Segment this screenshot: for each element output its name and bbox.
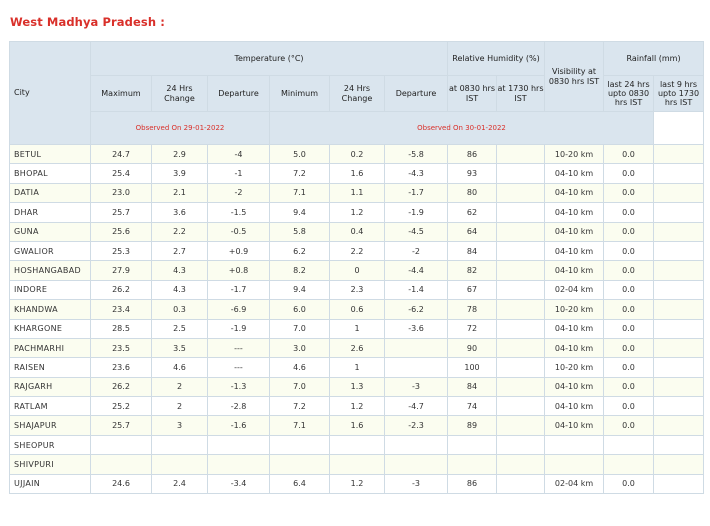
max-temp-cell: 25.7: [91, 416, 152, 435]
max-departure-cell: -1: [208, 164, 270, 183]
city-cell: SHIVPURI: [10, 455, 91, 474]
max-temp-cell: 25.7: [91, 203, 152, 222]
min-temp-cell: 7.1: [270, 183, 330, 202]
max-change-cell: 2.2: [152, 222, 208, 241]
min-departure-cell: -6.2: [385, 300, 448, 319]
rain-9hr-cell: [654, 338, 704, 357]
rh-1730-cell: [497, 145, 545, 164]
min-temp-cell: [270, 455, 330, 474]
city-cell: BETUL: [10, 145, 91, 164]
visibility-cell: [545, 435, 604, 454]
max-change-cell: 2: [152, 397, 208, 416]
min-temp-cell: 5.0: [270, 145, 330, 164]
city-cell: KHARGONE: [10, 319, 91, 338]
max-departure-cell: +0.8: [208, 261, 270, 280]
max-change-cell: [152, 455, 208, 474]
rain-9hr-cell: [654, 455, 704, 474]
max-departure-cell: -1.5: [208, 203, 270, 222]
rain-24hr-cell: 0.0: [604, 203, 654, 222]
rain-9hr-cell: [654, 261, 704, 280]
min-change-cell: 2.2: [330, 241, 385, 260]
table-row: [10, 145, 704, 164]
rain-9hr-cell: [654, 203, 704, 222]
rh-0830-cell: 90: [448, 338, 497, 357]
table-row: [10, 377, 704, 396]
min-change-cell: 1.2: [330, 474, 385, 493]
weather-table: [9, 41, 704, 494]
max-departure-cell: +0.9: [208, 241, 270, 260]
rain-9hr-header: last 9 hrs upto 1730 hrs IST: [654, 76, 704, 112]
min-change-cell: 1.2: [330, 203, 385, 222]
city-cell: RATLAM: [10, 397, 91, 416]
visibility-cell: [545, 455, 604, 474]
city-cell: RAJGARH: [10, 377, 91, 396]
visibility-cell: 04-10 km: [545, 397, 604, 416]
rh-1730-cell: [497, 377, 545, 396]
table-row: [10, 300, 704, 319]
max-temp-cell: 23.0: [91, 183, 152, 202]
rh-0830-cell: 84: [448, 241, 497, 260]
rain-9hr-cell: [654, 222, 704, 241]
rain-9hr-cell: [654, 145, 704, 164]
min-temp-cell: 6.0: [270, 300, 330, 319]
min-departure-cell: -3: [385, 474, 448, 493]
rain-9hr-cell: [654, 319, 704, 338]
min-departure-cell: -4.5: [385, 222, 448, 241]
rain-24hr-cell: 0.0: [604, 164, 654, 183]
min-departure-cell: [385, 435, 448, 454]
rh-1730-cell: [497, 338, 545, 357]
rain-24hr-cell: 0.0: [604, 474, 654, 493]
max-departure-cell: -1.7: [208, 280, 270, 299]
max-departure-header: Departure: [208, 76, 270, 112]
min-change-cell: 0.6: [330, 300, 385, 319]
rh-1730-cell: [497, 261, 545, 280]
rain-24hr-cell: 0.0: [604, 397, 654, 416]
rain-24hr-cell: 0.0: [604, 338, 654, 357]
rh-0830-cell: 89: [448, 416, 497, 435]
visibility-cell: 04-10 km: [545, 261, 604, 280]
min-departure-cell: -4.7: [385, 397, 448, 416]
rh-1730-cell: [497, 241, 545, 260]
rh-0830-cell: 64: [448, 222, 497, 241]
min-temp-cell: 7.1: [270, 416, 330, 435]
rh-1730-cell: [497, 358, 545, 377]
rain-9hr-cell: [654, 358, 704, 377]
rh-1730-cell: [497, 397, 545, 416]
max-change-cell: 4.6: [152, 358, 208, 377]
city-cell: KHANDWA: [10, 300, 91, 319]
max-temp-cell: 26.2: [91, 377, 152, 396]
observed-date-max: Observed On 29-01-2022: [91, 112, 270, 145]
table-row: [10, 241, 704, 260]
visibility-cell: 10-20 km: [545, 358, 604, 377]
min-change-cell: 0.4: [330, 222, 385, 241]
min-change-cell: 1.1: [330, 183, 385, 202]
table-row: [10, 455, 704, 474]
min-temp-cell: [270, 435, 330, 454]
min-change-cell: 1: [330, 358, 385, 377]
min-change-cell: 0: [330, 261, 385, 280]
min-temp-cell: 7.0: [270, 377, 330, 396]
max-temp-cell: 24.7: [91, 145, 152, 164]
max-temp-cell: [91, 455, 152, 474]
city-cell: UJJAIN: [10, 474, 91, 493]
rh-0830-header: at 0830 hrs IST: [448, 76, 497, 112]
max-change-cell: 2: [152, 377, 208, 396]
rainfall-header: Rainfall (mm): [604, 42, 704, 76]
visibility-header: Visibility at 0830 hrs IST: [545, 42, 604, 112]
table-row: [10, 435, 704, 454]
min-temp-cell: 7.2: [270, 397, 330, 416]
rh-0830-cell: [448, 435, 497, 454]
min-departure-cell: -1.9: [385, 203, 448, 222]
min-temp-cell: 9.4: [270, 203, 330, 222]
visibility-cell: 04-10 km: [545, 319, 604, 338]
rh-0830-cell: 86: [448, 474, 497, 493]
visibility-cell: 02-04 km: [545, 474, 604, 493]
city-cell: DATIA: [10, 183, 91, 202]
max-change-cell: 3.9: [152, 164, 208, 183]
rh-0830-cell: 67: [448, 280, 497, 299]
max-departure-cell: -4: [208, 145, 270, 164]
rain-24hr-cell: 0.0: [604, 300, 654, 319]
city-cell: SHAJAPUR: [10, 416, 91, 435]
min-departure-cell: -3.6: [385, 319, 448, 338]
city-cell: RAISEN: [10, 358, 91, 377]
rh-1730-cell: [497, 319, 545, 338]
max-change-cell: 4.3: [152, 261, 208, 280]
min-change-cell: 1.3: [330, 377, 385, 396]
table-body: [10, 145, 704, 494]
max-departure-cell: -1.6: [208, 416, 270, 435]
rh-0830-cell: [448, 455, 497, 474]
table-row: [10, 416, 704, 435]
visibility-cell: 04-10 km: [545, 183, 604, 202]
max-temp-cell: 27.9: [91, 261, 152, 280]
rh-1730-cell: [497, 474, 545, 493]
max-temp-cell: 25.3: [91, 241, 152, 260]
rh-0830-cell: 62: [448, 203, 497, 222]
rain-9hr-cell: [654, 280, 704, 299]
visibility-cell: 02-04 km: [545, 280, 604, 299]
min-change-cell: 1.6: [330, 416, 385, 435]
rh-1730-cell: [497, 300, 545, 319]
rain-9hr-cell: [654, 397, 704, 416]
humidity-header: Relative Humidity (%): [448, 42, 545, 76]
min-departure-cell: -1.4: [385, 280, 448, 299]
rain-9hr-cell: [654, 416, 704, 435]
city-cell: INDORE: [10, 280, 91, 299]
rain-24hr-cell: 0.0: [604, 377, 654, 396]
rh-1730-cell: [497, 183, 545, 202]
min-departure-cell: -2: [385, 241, 448, 260]
table-row: [10, 203, 704, 222]
min-temp-cell: 7.0: [270, 319, 330, 338]
table-row: [10, 164, 704, 183]
table-row: [10, 261, 704, 280]
min-change-cell: 1.2: [330, 397, 385, 416]
table-row: [10, 338, 704, 357]
city-cell: PACHMARHI: [10, 338, 91, 357]
table-row: [10, 474, 704, 493]
max-temp-cell: 28.5: [91, 319, 152, 338]
min-departure-cell: -3: [385, 377, 448, 396]
min-temp-cell: 8.2: [270, 261, 330, 280]
rain-24hr-cell: 0.0: [604, 145, 654, 164]
minimum-header: Minimum: [270, 76, 330, 112]
max-departure-cell: ---: [208, 358, 270, 377]
visibility-cell: 04-10 km: [545, 416, 604, 435]
rain-24hr-cell: 0.0: [604, 416, 654, 435]
rain-9hr-cell: [654, 435, 704, 454]
min-change-header: 24 Hrs Change: [330, 76, 385, 112]
max-departure-cell: -3.4: [208, 474, 270, 493]
max-departure-cell: -1.3: [208, 377, 270, 396]
max-temp-cell: 23.5: [91, 338, 152, 357]
rain-24hr-cell: 0.0: [604, 241, 654, 260]
table-row: [10, 319, 704, 338]
min-change-cell: 1: [330, 319, 385, 338]
rh-0830-cell: 84: [448, 377, 497, 396]
blank-header-cell: [654, 112, 704, 145]
max-change-cell: 2.9: [152, 145, 208, 164]
max-change-cell: 2.7: [152, 241, 208, 260]
max-change-cell: 3: [152, 416, 208, 435]
min-departure-cell: [385, 455, 448, 474]
min-departure-cell: -5.8: [385, 145, 448, 164]
rain-24hr-cell: 0.0: [604, 222, 654, 241]
city-cell: HOSHANGABAD: [10, 261, 91, 280]
max-change-cell: 2.1: [152, 183, 208, 202]
max-departure-cell: -2: [208, 183, 270, 202]
city-header: City: [10, 42, 91, 145]
max-departure-cell: -2.8: [208, 397, 270, 416]
rh-1730-cell: [497, 222, 545, 241]
min-temp-cell: 6.2: [270, 241, 330, 260]
max-change-cell: 3.6: [152, 203, 208, 222]
rain-9hr-cell: [654, 241, 704, 260]
min-temp-cell: 6.4: [270, 474, 330, 493]
min-temp-cell: 4.6: [270, 358, 330, 377]
observed-date-min: Observed On 30-01-2022: [270, 112, 654, 145]
min-change-cell: 1.6: [330, 164, 385, 183]
min-temp-cell: 3.0: [270, 338, 330, 357]
visibility-cell: 10-20 km: [545, 145, 604, 164]
min-departure-cell: -4.3: [385, 164, 448, 183]
min-departure-cell: -2.3: [385, 416, 448, 435]
rain-24hr-header: last 24 hrs upto 0830 hrs IST: [604, 76, 654, 112]
rh-0830-cell: 82: [448, 261, 497, 280]
rain-24hr-cell: 0.0: [604, 261, 654, 280]
table-row: [10, 280, 704, 299]
max-temp-cell: 23.4: [91, 300, 152, 319]
visibility-cell: 04-10 km: [545, 377, 604, 396]
rh-0830-cell: 72: [448, 319, 497, 338]
city-cell: BHOPAL: [10, 164, 91, 183]
max-temp-cell: 24.6: [91, 474, 152, 493]
max-change-cell: [152, 435, 208, 454]
table-row: [10, 222, 704, 241]
min-temp-cell: 9.4: [270, 280, 330, 299]
table-row: [10, 397, 704, 416]
visibility-cell: 04-10 km: [545, 222, 604, 241]
max-temp-cell: 25.4: [91, 164, 152, 183]
visibility-cell: 04-10 km: [545, 241, 604, 260]
rain-24hr-cell: 0.0: [604, 280, 654, 299]
rh-1730-cell: [497, 435, 545, 454]
rain-24hr-cell: 0.0: [604, 358, 654, 377]
min-departure-cell: -4.4: [385, 261, 448, 280]
temperature-header: Temperature (°C): [91, 42, 448, 76]
rh-1730-header: at 1730 hrs IST: [497, 76, 545, 112]
city-cell: DHAR: [10, 203, 91, 222]
table-row: [10, 358, 704, 377]
min-departure-cell: -1.7: [385, 183, 448, 202]
max-change-cell: 2.4: [152, 474, 208, 493]
rh-1730-cell: [497, 455, 545, 474]
visibility-cell: 04-10 km: [545, 338, 604, 357]
rh-0830-cell: 86: [448, 145, 497, 164]
max-departure-cell: [208, 455, 270, 474]
rain-24hr-cell: 0.0: [604, 183, 654, 202]
max-temp-cell: 25.2: [91, 397, 152, 416]
rh-1730-cell: [497, 280, 545, 299]
min-departure-cell: [385, 338, 448, 357]
rh-0830-cell: 100: [448, 358, 497, 377]
rh-0830-cell: 93: [448, 164, 497, 183]
max-change-header: 24 Hrs Change: [152, 76, 208, 112]
max-change-cell: 0.3: [152, 300, 208, 319]
max-departure-cell: ---: [208, 338, 270, 357]
maximum-header: Maximum: [91, 76, 152, 112]
city-cell: GWALIOR: [10, 241, 91, 260]
rain-24hr-cell: 0.0: [604, 319, 654, 338]
rh-0830-cell: 80: [448, 183, 497, 202]
rain-9hr-cell: [654, 183, 704, 202]
visibility-cell: 04-10 km: [545, 164, 604, 183]
rh-1730-cell: [497, 416, 545, 435]
min-temp-cell: 7.2: [270, 164, 330, 183]
max-change-cell: 4.3: [152, 280, 208, 299]
city-cell: GUNA: [10, 222, 91, 241]
rain-9hr-cell: [654, 377, 704, 396]
city-cell: SHEOPUR: [10, 435, 91, 454]
table-row: [10, 183, 704, 202]
visibility-cell: 10-20 km: [545, 300, 604, 319]
rain-9hr-cell: [654, 300, 704, 319]
visibility-cell: 04-10 km: [545, 203, 604, 222]
min-change-cell: [330, 455, 385, 474]
max-change-cell: 2.5: [152, 319, 208, 338]
rh-1730-cell: [497, 164, 545, 183]
max-departure-cell: [208, 435, 270, 454]
rh-0830-cell: 78: [448, 300, 497, 319]
min-temp-cell: 5.8: [270, 222, 330, 241]
min-change-cell: 2.6: [330, 338, 385, 357]
max-temp-cell: 23.6: [91, 358, 152, 377]
max-departure-cell: -0.5: [208, 222, 270, 241]
rain-24hr-cell: [604, 455, 654, 474]
rh-1730-cell: [497, 203, 545, 222]
max-temp-cell: [91, 435, 152, 454]
max-departure-cell: -6.9: [208, 300, 270, 319]
rain-9hr-cell: [654, 164, 704, 183]
min-departure-cell: [385, 358, 448, 377]
rain-24hr-cell: [604, 435, 654, 454]
max-change-cell: 3.5: [152, 338, 208, 357]
min-change-cell: [330, 435, 385, 454]
rh-0830-cell: 74: [448, 397, 497, 416]
max-temp-cell: 26.2: [91, 280, 152, 299]
page-title: West Madhya Pradesh :: [10, 15, 165, 29]
min-change-cell: 0.2: [330, 145, 385, 164]
max-temp-cell: 25.6: [91, 222, 152, 241]
min-departure-header: Departure: [385, 76, 448, 112]
rain-9hr-cell: [654, 474, 704, 493]
min-change-cell: 2.3: [330, 280, 385, 299]
max-departure-cell: -1.9: [208, 319, 270, 338]
